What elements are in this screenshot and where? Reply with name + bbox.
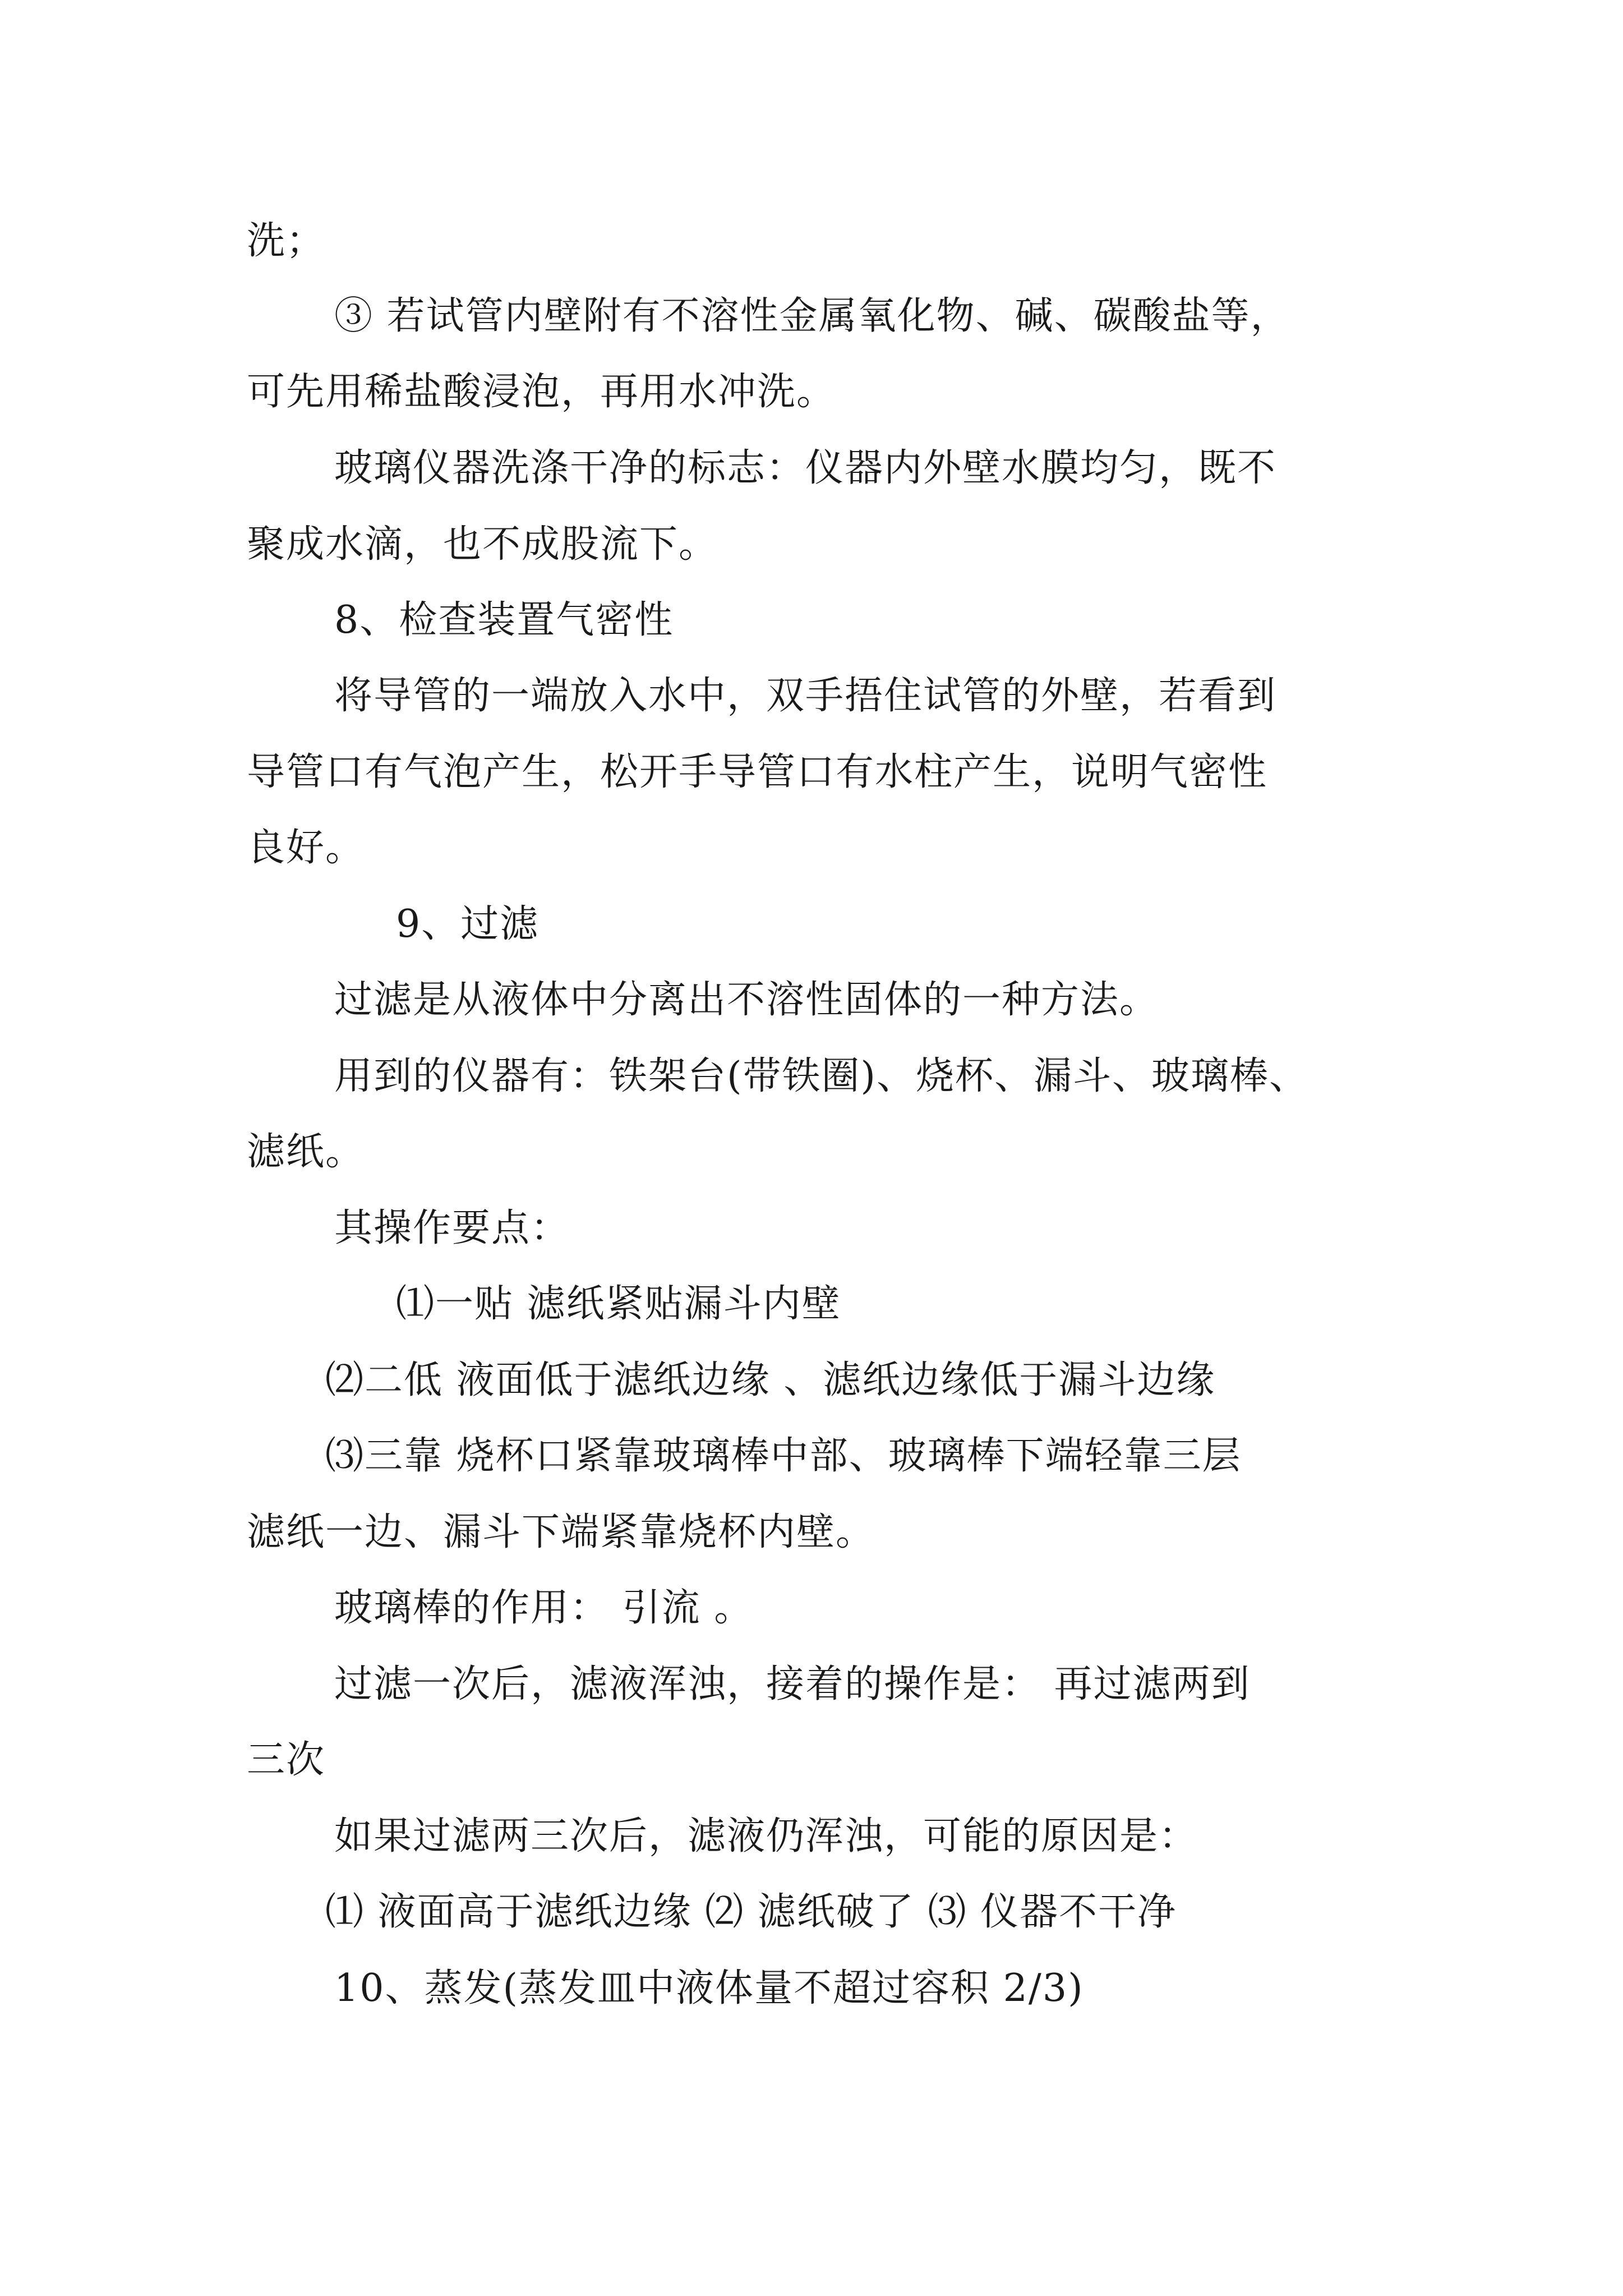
section-heading: 8、检查装置气密性 xyxy=(334,598,674,642)
list-item: ⑶三靠 烧杯口紧靠玻璃棒中部、玻璃棒下端轻靠三层 xyxy=(325,1434,1242,1478)
text-line: 其操作要点： xyxy=(334,1206,570,1250)
text-line: ③ 若试管内壁附有不溶性金属氧化物、碱、碳酸盐等， xyxy=(334,294,1290,338)
text-line: 玻璃仪器洗涤干净的标志：仪器内外壁水膜均匀，既不 xyxy=(334,446,1277,490)
text-line: 用到的仪器有：铁架台(带铁圈)、烧杯、漏斗、玻璃棒、 xyxy=(334,1054,1309,1098)
list-item: ⑴一贴 滤纸紧贴漏斗内壁 xyxy=(396,1282,841,1326)
text-line: 导管口有气泡产生，松开手导管口有水柱产生，说明气密性 xyxy=(247,750,1268,794)
text-line: 玻璃棒的作用： 引流 。 xyxy=(334,1586,754,1630)
section-heading: 10、蒸发(蒸发皿中液体量不超过容积 2/3) xyxy=(334,1966,1084,2010)
section-heading: 9、过滤 xyxy=(396,902,540,946)
text-line: 良好。 xyxy=(247,826,365,870)
list-item: ⑵二低 液面低于滤纸边缘 、滤纸边缘低于漏斗边缘 xyxy=(325,1358,1216,1402)
text-line: 如果过滤两三次后，滤液仍浑浊，可能的原因是： xyxy=(334,1814,1198,1858)
text-line: 聚成水滴，也不成股流下。 xyxy=(247,522,718,567)
text-line: 过滤是从液体中分离出不溶性固体的一种方法。 xyxy=(334,978,1159,1022)
text-line: 可先用稀盐酸浸泡，再用水冲洗。 xyxy=(247,370,836,414)
text-line: 将导管的一端放入水中，双手捂住试管的外壁，若看到 xyxy=(334,674,1277,718)
text-line: 洗； xyxy=(247,219,326,263)
text-line: 滤纸。 xyxy=(247,1130,365,1174)
text-line: 过滤一次后，滤液浑浊，接着的操作是： 再过滤两到 xyxy=(334,1662,1251,1706)
list-item: ⑴ 液面高于滤纸边缘 ⑵ 滤纸破了 ⑶ 仪器不干净 xyxy=(325,1890,1177,1934)
text-line: 滤纸一边、漏斗下端紧靠烧杯内壁。 xyxy=(247,1510,875,1554)
text-line: 三次 xyxy=(247,1738,326,1782)
